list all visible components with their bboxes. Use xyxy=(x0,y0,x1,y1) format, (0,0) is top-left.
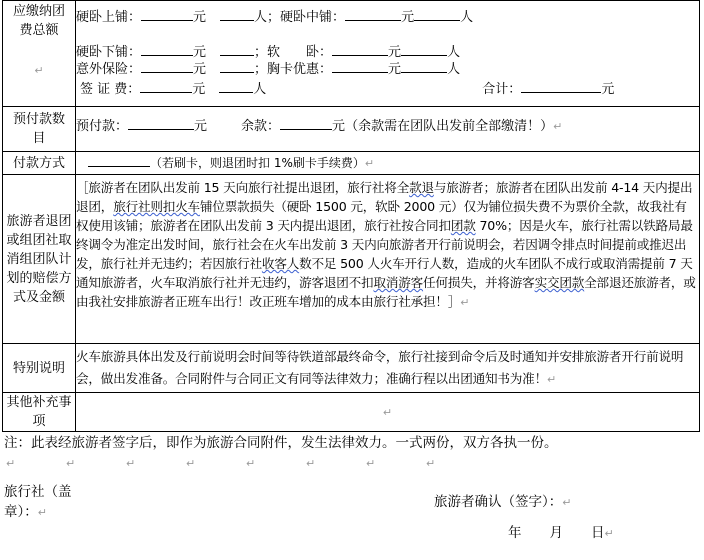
total-amount-blank[interactable] xyxy=(521,79,601,93)
supplementary-label xyxy=(3,393,76,432)
yuan-unit: 元 xyxy=(388,62,402,77)
date-day: 日 xyxy=(591,525,605,541)
hard-upper-amount-blank[interactable] xyxy=(141,7,193,21)
return-mark: ↵ xyxy=(34,64,44,77)
tourist-confirm-label: 旅游者确认（签字）：↵ xyxy=(434,494,572,510)
payment-method-content xyxy=(76,152,700,175)
supplementary-content[interactable] xyxy=(76,393,700,432)
insurance-line xyxy=(76,59,699,80)
prepay-label: 预付款： xyxy=(76,118,129,134)
refund-policy-row xyxy=(3,175,700,344)
prepayment-label xyxy=(3,107,76,152)
chest-card-label: ；胸卡优惠： xyxy=(254,62,333,77)
hard-middle-label: ；硬卧中铺： xyxy=(267,10,346,25)
return-mark: ↵ xyxy=(426,457,436,470)
insurance-count-blank[interactable] xyxy=(220,59,254,73)
legal-note: 注：此表经旅游者签字后，即作为旅游合同附件，发生法律效力。一式两份，双方各执一份。 xyxy=(4,435,558,451)
balance-amount-blank[interactable] xyxy=(280,116,332,130)
visa-label: 签 证 费： xyxy=(80,82,141,97)
insurance-amount-blank[interactable] xyxy=(141,59,193,73)
yuan-unit: 元 xyxy=(388,45,402,60)
yuan-unit: 元 xyxy=(193,10,207,25)
return-mark: ↵ xyxy=(246,457,256,470)
refund-policy-text: ［旅游者在团队出发前 15 天向旅行社提出退团，旅行社将全款退与旅游者；旅游者在团队出发前 4-14 天内提出退团，旅行社则扣火车铺位票款损失（硬卧 1500 元，软卧 2000 元）仅为铺位损失费不为票价全款，故我社有权使用该铺；旅游者在团队出发前 3 天内提出退团，旅行社按合同扣团款 70%；因是火车，旅行社需以铁路局最终调令为准定出发时间，旅行社会在火车出发前 3 天内向旅游者开行前说明会，若因调令排点时间提前或推迟出发，旅行社并无违约；若因旅行社收客人数不足 500 人火车开行人数，造成的火车团队不成行或取消需提前 7 天通知旅游者，火车取消旅行社并无违约，游客退团不扣取消游客任何损失，并将游客实交团款全部退还旅游者，或由我社安排旅游者正班车出行！改正班车增加的成本由旅行社承担！］↵ xyxy=(76,180,696,309)
date-line: 年 月 日↵ xyxy=(508,525,614,541)
soft-label: ；软 卧： xyxy=(254,45,333,60)
total-fee-row xyxy=(3,1,700,107)
hard-middle-count-blank[interactable] xyxy=(414,7,460,21)
supplementary-label-line1: 其他补充事 xyxy=(6,395,72,410)
hard-sleeper-upper-middle-line xyxy=(76,7,699,28)
total-fee-label xyxy=(3,1,76,107)
soft-count-blank[interactable] xyxy=(401,42,447,56)
hard-lower-label: 硬卧下铺： xyxy=(76,45,142,60)
hard-lower-amount-blank[interactable] xyxy=(141,42,193,56)
return-mark: ↵ xyxy=(366,457,376,470)
return-mark: ↵ xyxy=(364,156,375,170)
supplementary-label-line2: 项 xyxy=(32,414,46,429)
date-month: 月 xyxy=(549,525,563,541)
return-mark: ↵ xyxy=(6,457,16,470)
agency-seal-line2: 章）：↵ xyxy=(4,504,47,520)
balance-note: （余款需在团队出发前全部缴清！） xyxy=(345,118,554,134)
yuan-unit: 元 xyxy=(193,45,207,60)
visa-count-blank[interactable] xyxy=(219,79,253,93)
soft-amount-blank[interactable] xyxy=(332,42,388,56)
refund-label-line4: 划的赔偿方 xyxy=(6,270,72,286)
fee-table xyxy=(2,0,700,432)
refund-label-line5: 式及金额 xyxy=(12,289,65,305)
balance-label: 余款： xyxy=(241,118,281,134)
hard-middle-amount-blank[interactable] xyxy=(345,7,401,21)
chest-card-count-blank[interactable] xyxy=(401,59,447,73)
yuan-unit: 元 xyxy=(192,82,206,97)
yuan-unit: 元 xyxy=(401,10,415,25)
total-fee-content xyxy=(76,1,700,107)
prepayment-content xyxy=(76,107,700,152)
payment-method-note: （若刷卡，则退团时扣 1%刷卡手续费） xyxy=(150,155,365,170)
yuan-unit: 元 xyxy=(332,118,346,134)
prepay-amount-blank[interactable] xyxy=(128,116,194,130)
supplementary-row xyxy=(3,393,700,432)
hard-upper-label: 硬卧上铺： xyxy=(76,10,142,25)
agency-seal-label xyxy=(4,482,72,523)
person-unit: 人 xyxy=(447,62,461,77)
refund-label-line1: 旅游者退团 xyxy=(6,213,72,229)
total-label: 合计： xyxy=(482,82,522,97)
prepayment-label-line1: 预付款数 xyxy=(12,112,65,127)
total-fee-label-line1: 应缴纳团 xyxy=(12,4,65,19)
special-notes-text: 火车旅游具体出发及行前说明会时间等待铁道部最终命令，旅行社接到命令后及时通知并安排旅游者开行前说明会，做出发准备。合同附件与合同正文有同等法律效力；准确行程以出团通知书为准！↵ xyxy=(76,348,684,386)
yuan-unit: 元 xyxy=(601,82,615,97)
special-notes-label: 特别说明 xyxy=(3,344,76,393)
special-notes-row xyxy=(3,344,700,393)
return-mark: ↵ xyxy=(553,119,563,133)
agency-seal-line1: 旅行社（盖 xyxy=(4,484,72,500)
refund-policy-content xyxy=(76,175,700,344)
yuan-unit: 元 xyxy=(193,62,207,77)
return-mark: ↵ xyxy=(306,457,316,470)
total-fee-label-line2: 费总额 xyxy=(19,23,59,38)
person-unit: 人 xyxy=(460,10,474,25)
return-mark: ↵ xyxy=(186,457,196,470)
visa-total-line xyxy=(76,79,699,100)
payment-method-row xyxy=(3,152,700,175)
yuan-unit: 元 xyxy=(194,118,208,134)
hard-upper-count-blank[interactable] xyxy=(220,7,254,21)
prepayment-row xyxy=(3,107,700,152)
date-year: 年 xyxy=(508,525,522,541)
special-notes-content xyxy=(76,344,700,393)
return-mark: ↵ xyxy=(126,457,136,470)
return-mark: ↵ xyxy=(66,457,76,470)
refund-label-line2: 或组团社取 xyxy=(6,232,72,248)
visa-amount-blank[interactable] xyxy=(140,79,192,93)
return-mark: ↵ xyxy=(382,405,393,419)
person-unit: 人 xyxy=(253,82,267,97)
payment-method-blank[interactable] xyxy=(88,153,150,167)
person-unit: 人 xyxy=(254,10,268,25)
chest-card-amount-blank[interactable] xyxy=(332,59,388,73)
hard-lower-count-blank[interactable] xyxy=(220,42,254,56)
refund-policy-label xyxy=(3,175,76,344)
insurance-label: 意外保险： xyxy=(76,62,142,77)
prepayment-label-line2: 目 xyxy=(32,131,46,146)
person-unit: 人 xyxy=(447,45,461,60)
payment-method-label: 付款方式 xyxy=(3,152,76,175)
refund-label-line3: 消组团队计 xyxy=(6,251,72,267)
